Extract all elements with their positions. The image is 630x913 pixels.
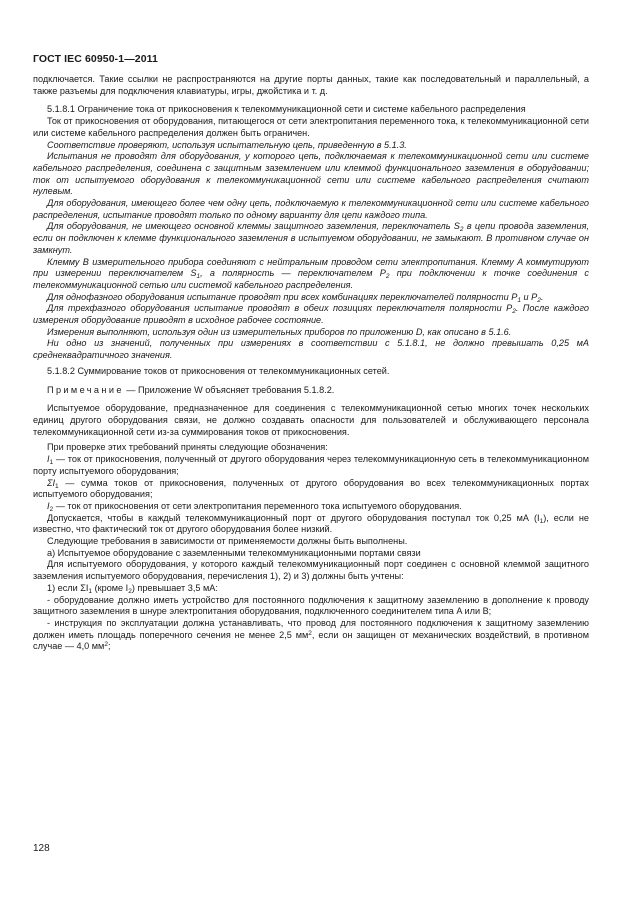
paragraph: Следующие требования в зависимости от применяемости должны быть выполнены. bbox=[47, 536, 408, 547]
paragraph: При проверке этих требований приняты следующие обозначения: bbox=[47, 442, 328, 453]
paragraph: Испытуемое оборудование, предназначенное для соединения с телекоммуникационной сетью многих точек нескольких единиц другого оборудования связи, не должно создавать опасности для пользователей и обслуживающего персонала телекоммуникационной сети из-за суммирования токов от прикосновения. bbox=[33, 403, 589, 437]
paragraph: Измерения выполняют, используя один из измерительных приборов по приложению D, как описано в 5.1.6. bbox=[47, 326, 512, 337]
paragraph: Для оборудования, не имеющего основной клеммы защитного заземления, переключатель $S_2$ в цепи провода заземления, если он подключен к клемме функционального заземления в испытуемом оборудовании, не замыкают. В противном случае он замкнут. bbox=[33, 221, 590, 255]
section-heading-5-1-8-2: 5.1.8.2 Суммирование токов от прикосновения от телекоммуникационных сетей. bbox=[47, 365, 390, 376]
paragraph: Соответствие проверяют, используя испытательную цепь, приведенную в 5.1.3. bbox=[47, 139, 407, 150]
list-item: 1) если $\Sigma I_1$ (кроме $I_2$) превышает 3,5 мА: bbox=[47, 582, 218, 595]
document-body bbox=[33, 74, 589, 653]
paragraph: Для однофазного оборудования испытание проводят при всех комбинациях переключателей полярности $P_1$ и $P_2$. bbox=[47, 291, 544, 304]
paragraph: a) Испытуемое оборудование с заземленными телекоммуникационными портами связи bbox=[47, 547, 421, 558]
paragraph: Для испытуемого оборудования, у которого каждый телекоммуникационный порт соединен с основной клеммой защитного заземления испытуемого оборудования, перечисления 1), 2) и 3) должны быть учтены: bbox=[33, 559, 589, 582]
paragraph: подключается. Такие ссылки не распространяются на другие порты данных, такие как последовательный и параллельный, а также разъемы для подключения клавиатуры, игры, джойстика и т. д. bbox=[33, 74, 589, 96]
paragraph: Испытания не проводят для оборудования, у которого цепь, подключаемая к телекоммуникационной сети или системе кабельного распределения, соединена с защитным заземлением или клеммой функционального заземления в оборудовании; ток от испытуемого оборудования к телекоммуникационной сети или системе кабельного распределения считают нулевым. bbox=[33, 151, 589, 197]
section-heading-5-1-8-1: 5.1.8.1 Ограничение тока от прикосновения к телекоммуникационной сети и системе кабельного распределения bbox=[47, 104, 526, 115]
document-header: ГОСТ IEC 60950-1—2011 bbox=[33, 53, 158, 65]
paragraph: Для оборудования, имеющего более чем одну цепь, подключаемую к телекоммуникационной сети или системе кабельного распределения, испытание проводят только по одному варианту для цепи каждого типа. bbox=[33, 198, 589, 220]
definition-i2: $I_2$ — ток от прикосновения от сети электропитания переменного тока испытуемого оборудования. bbox=[47, 500, 462, 513]
page-number: 128 bbox=[33, 843, 50, 854]
list-item: - оборудование должно иметь устройство для постоянного подключения к защитному заземлению в дополнение к проводу защитного заземления в шнуре электропитания оборудования, подключенного соединителем типа A или B; bbox=[33, 594, 589, 617]
paragraph: Ток от прикосновения от оборудования, питающегося от сети электропитания переменного тока, к телекоммуникационной сети или системе кабельного распределения должен быть ограничен. bbox=[33, 116, 589, 138]
definition-sum-i1: $\Sigma I_1$ — сумма токов от прикосновения, полученных от другого оборудования во всех телекоммуникационных портах испытуемого оборудования; bbox=[33, 477, 589, 500]
definition-i1: $I_1$ — ток от прикосновения, полученный от другого оборудования через телекоммуникационную сеть в телекоммуникационном порту испытуемого оборудования; bbox=[33, 454, 589, 476]
paragraph: Ни одно из значений, полученных при измерениях в соответствии с 5.1.8.1, не должно превышать 0,25 мА среднеквадратичного значения. bbox=[33, 338, 589, 361]
paragraph: Для трехфазного оборудования испытание проводят в обеих позициях переключателя полярности $P_2$. После каждого измерения оборудование приводят в исходное рабочее состояние. bbox=[33, 303, 589, 326]
paragraph: Допускается, чтобы в каждый телекоммуникационный порт от другого оборудования поступал ток 0,25 мА $(I_1)$, если не известно, что фактический ток от другого оборудования более низкий. bbox=[33, 512, 589, 535]
list-item: - инструкция по эксплуатации должна устанавливать, что провод для постоянного подключения к защитному заземлению должен иметь площадь поперечного сечения не менее 2,5 $мм^2$, если он защищен от механических воздействий, в противном случае — 4,0 $мм^2$; bbox=[33, 617, 589, 652]
note: Примечание — Приложение W объясняет требования 5.1.8.2. bbox=[47, 384, 335, 395]
paragraph: Клемму B измерительного прибора соединяют с нейтральным проводом сети электропитания. Клемму A коммутируют при измерении переключателем $S_1$, а полярность — переключателем $P_2$ при подключении к точке соединения с телекоммуникационной сетью или системой кабельного распределения. bbox=[33, 256, 589, 290]
